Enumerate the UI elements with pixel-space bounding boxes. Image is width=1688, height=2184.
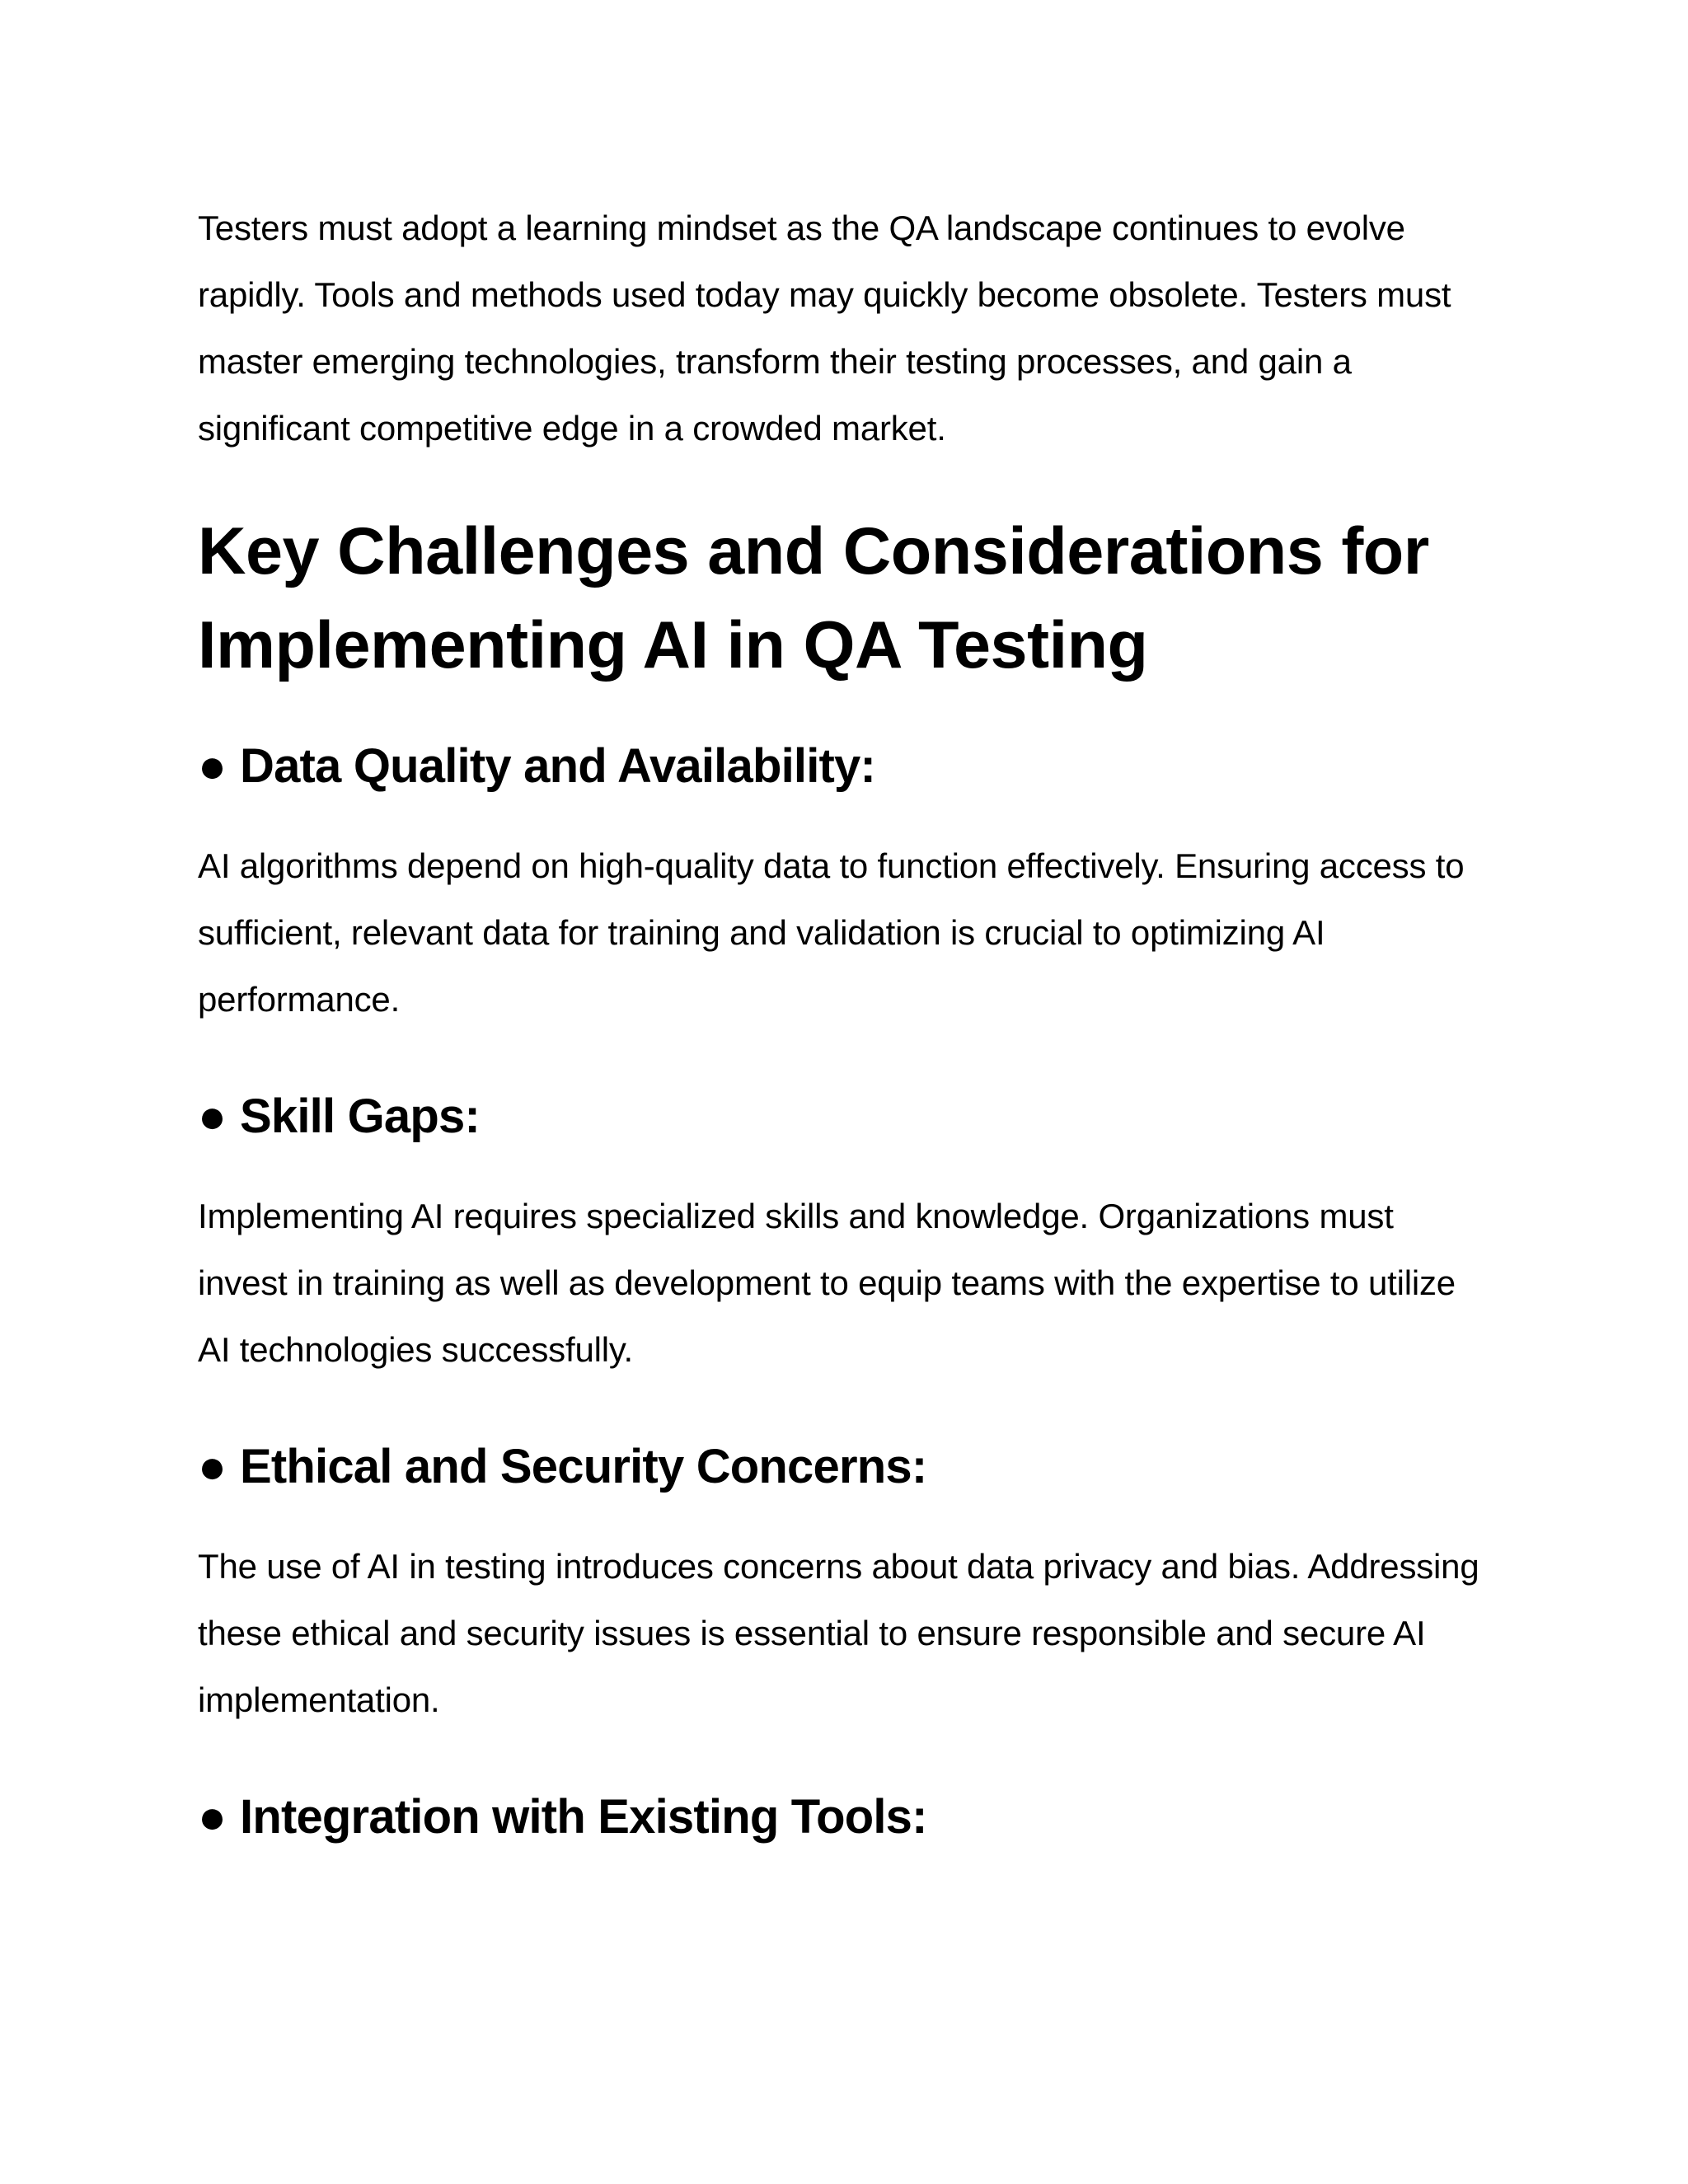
section-heading-ethical-security xyxy=(198,1437,1492,1497)
section-heading-integration xyxy=(198,1788,1492,1847)
bullet-icon: ● xyxy=(198,739,227,793)
document-page xyxy=(198,194,1492,1847)
section-heading-text: Skill Gaps: xyxy=(240,1090,480,1143)
main-heading: Key Challenges and Considerations for Implementing AI in QA Testing xyxy=(198,514,1429,682)
section-heading-text: Data Quality and Availability: xyxy=(240,739,876,793)
bullet-icon: ● xyxy=(198,1090,227,1143)
section-body-data-quality: AI algorithms depend on high-quality data to function effectively. Ensuring access to sufficient, relevant data for training and validation is crucial to optimizing AI performance. xyxy=(198,846,1465,1019)
bullet-icon: ● xyxy=(198,1440,227,1493)
intro-paragraph: Testers must adopt a learning mindset as the QA landscape continues to evolve rapidly. Tools and methods used today may quickly become obsolete. Testers must master emerging technologies, transform their testing processes, and gain a significant competitive edge in a crowded market. xyxy=(198,209,1451,448)
bullet-icon: ● xyxy=(198,1790,227,1844)
section-body-skill-gaps: Implementing AI requires specialized skills and knowledge. Organizations must invest in training as well as development to equip teams with the expertise to utilize AI technologies successfully. xyxy=(198,1197,1456,1369)
section-heading-text: Ethical and Security Concerns: xyxy=(240,1440,927,1493)
section-heading-skill-gaps xyxy=(198,1087,1492,1146)
section-body-ethical-security: The use of AI in testing introduces concerns about data privacy and bias. Addressing these ethical and security issues is essential to ensure responsible and secure AI implementation. xyxy=(198,1547,1479,1719)
section-heading-text: Integration with Existing Tools: xyxy=(240,1790,927,1844)
section-heading-data-quality xyxy=(198,737,1492,796)
